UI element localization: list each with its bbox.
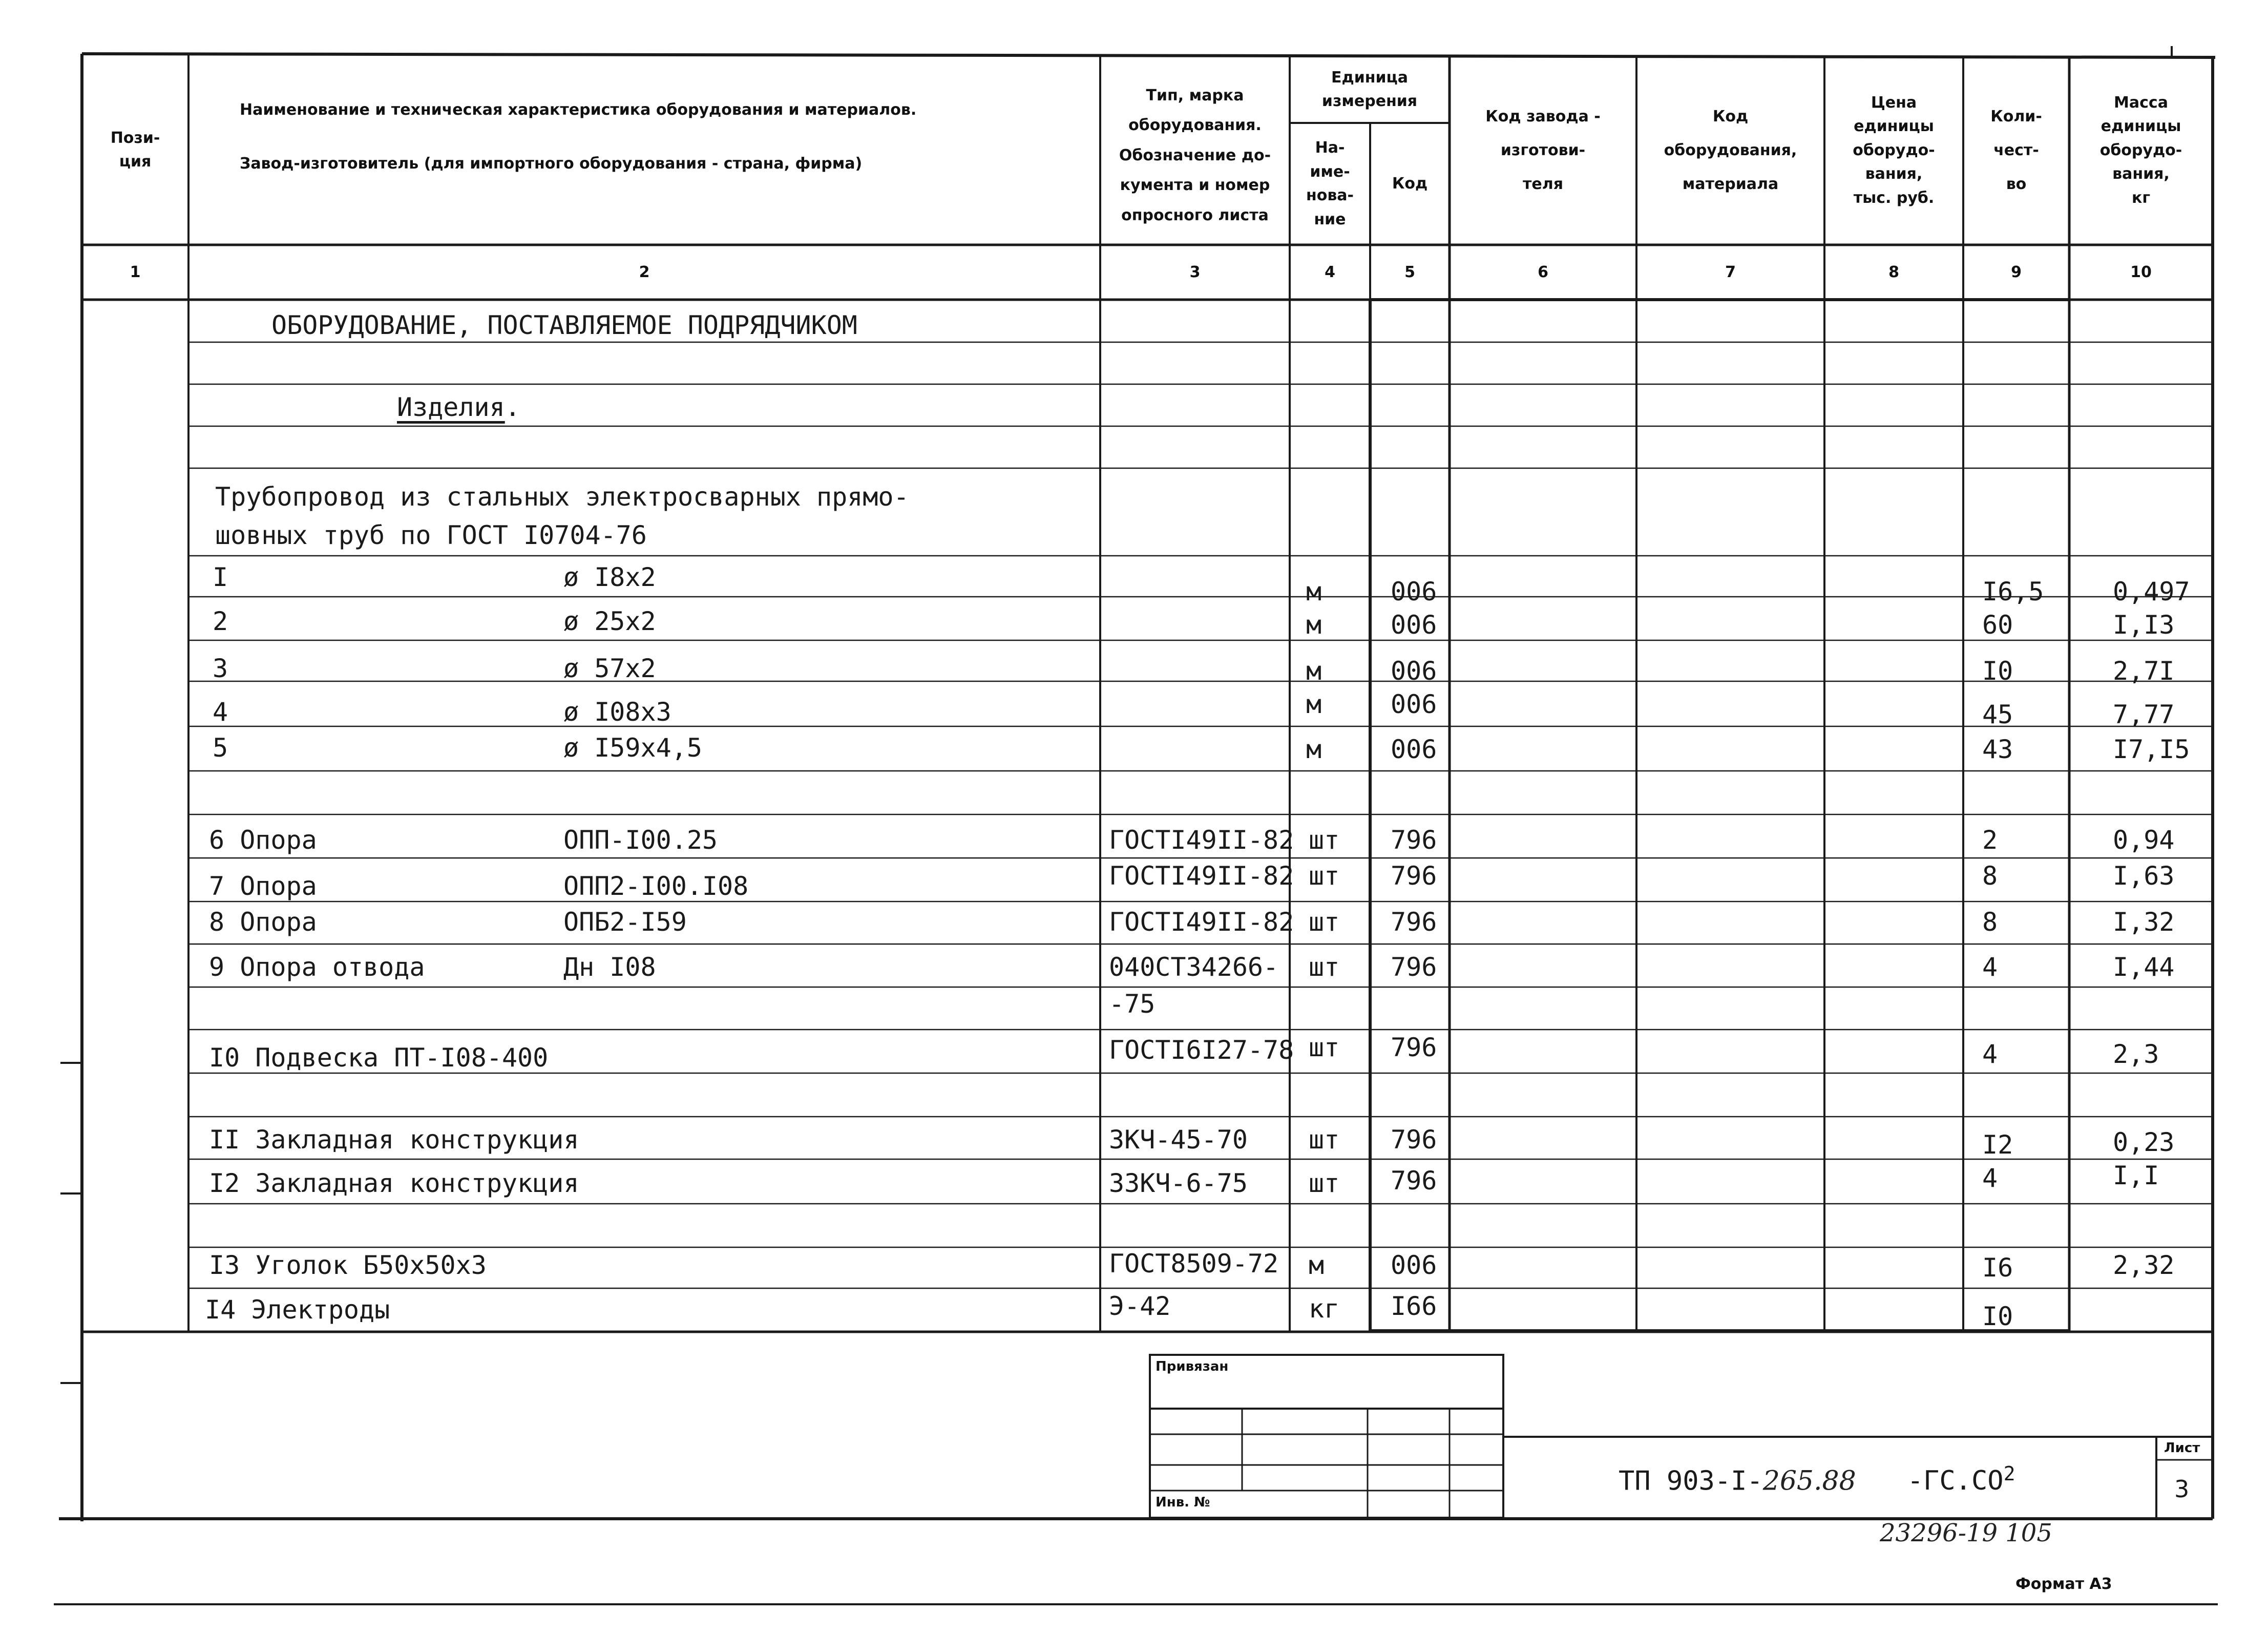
row-mass: I7,I5 <box>2113 735 2190 764</box>
column-number: 10 <box>2130 263 2152 281</box>
row-mass: 0,497 <box>2113 577 2190 606</box>
item-group-line2: шовных труб по ГОСТ I0704-76 <box>215 520 647 550</box>
row-mass: I,32 <box>2113 907 2175 937</box>
row-size: Дн I08 <box>563 952 656 982</box>
paper-format: Формат А3 <box>2015 1575 2112 1593</box>
row-name: II Закладная конструкция <box>209 1125 579 1155</box>
handwritten-archive-number: 23296-19 105 <box>1880 1519 2052 1547</box>
row-unit: кг <box>1309 1294 1340 1324</box>
row-unit: шт <box>1309 1125 1340 1155</box>
row-type: ГОСТ8509-72 <box>1109 1249 1279 1279</box>
attached-label: Привязан <box>1156 1359 1229 1374</box>
row-mass: 2,7I <box>2113 656 2175 686</box>
item-group-line1: Трубопровод из стальных электросварных прямо- <box>215 482 909 512</box>
section-heading: ОБОРУДОВАНИЕ, ПОСТАВЛЯЕМОЕ ПОДРЯДЧИКОМ <box>271 310 857 340</box>
row-quantity: 8 <box>1982 861 1998 891</box>
column-number: 5 <box>1404 263 1415 281</box>
header-factory-code: Код завода - изготови- теля <box>1485 108 1601 193</box>
row-unit-code: 796 <box>1391 861 1437 891</box>
row-unit-code: 006 <box>1391 577 1437 606</box>
row-type: ГОСТI49II-82 <box>1109 825 1294 855</box>
row-quantity: 43 <box>1982 735 2013 764</box>
column-number: 9 <box>2011 263 2022 281</box>
row-type: ЗКЧ-45-70 <box>1109 1125 1248 1155</box>
row-position: 5 <box>213 733 228 763</box>
row-quantity: 4 <box>1982 952 1998 982</box>
row-unit: шт <box>1309 825 1340 855</box>
header-unit-code: Код <box>1392 174 1428 193</box>
row-quantity: 4 <box>1982 1039 1998 1069</box>
row-unit-code: 006 <box>1391 689 1437 719</box>
row-quantity: 2 <box>1982 825 1998 855</box>
row-size: ø I59x4,5 <box>563 733 702 763</box>
row-mass: I,I3 <box>2113 610 2175 640</box>
column-number: 1 <box>130 263 141 281</box>
inventory-number-label: Инв. № <box>1156 1495 1210 1510</box>
row-name: I4 Электроды <box>205 1295 390 1325</box>
document-code-handwritten: 265.88 <box>1762 1465 1856 1497</box>
row-unit: шт <box>1309 861 1340 891</box>
sheet-label: Лист <box>2164 1440 2200 1456</box>
header-mass: Масса единицы оборудо- вания, кг <box>2099 93 2182 207</box>
row-position: 4 <box>213 697 228 727</box>
row-size: ø I8x2 <box>563 562 656 592</box>
row-type-continued: -75 <box>1109 989 1156 1019</box>
row-unit-code: 006 <box>1391 656 1437 686</box>
row-unit-code: 006 <box>1391 1250 1437 1280</box>
document-code-prefix: ТП 903-I- <box>1619 1465 1763 1497</box>
header-quantity: Коли- чест- во <box>1990 108 2042 193</box>
row-quantity: I0 <box>1982 1302 2013 1331</box>
row-unit-code: 006 <box>1391 735 1437 764</box>
row-unit: м <box>1306 656 1322 686</box>
row-unit: шт <box>1309 907 1340 937</box>
subsection-suffix: . <box>505 392 520 422</box>
row-unit-code: 796 <box>1391 1166 1437 1196</box>
row-type: ГОСТI49II-82 <box>1109 907 1294 937</box>
row-quantity: 4 <box>1982 1163 1998 1193</box>
row-mass: I,63 <box>2113 861 2175 891</box>
row-unit-code: 796 <box>1391 952 1437 982</box>
row-unit: м <box>1306 689 1322 719</box>
header-price: Цена единицы оборудо- вания, тыс. руб. <box>1853 93 1935 207</box>
row-unit: м <box>1306 577 1322 606</box>
column-number: 6 <box>1538 263 1548 281</box>
document-code-superscript: 2 <box>2003 1462 2015 1485</box>
row-quantity: I6 <box>1982 1253 2013 1283</box>
row-unit: м <box>1306 610 1322 640</box>
row-unit-code: 796 <box>1391 907 1437 937</box>
row-unit: м <box>1309 1250 1325 1280</box>
header-equipment-code: Код оборудования, материала <box>1664 108 1797 193</box>
row-unit: шт <box>1309 1033 1340 1062</box>
subsection-heading <box>397 392 520 423</box>
row-size: ø 57x2 <box>563 654 656 683</box>
column-number: 3 <box>1189 263 1201 281</box>
row-mass: I,I <box>2113 1161 2159 1190</box>
row-name: 6 Опора <box>209 825 317 855</box>
row-unit-code: I66 <box>1391 1291 1437 1321</box>
row-name: 8 Опора <box>209 907 317 937</box>
document-code-suffix: -ГС.СО <box>1907 1465 2004 1497</box>
row-type: ЗЗКЧ-6-75 <box>1109 1168 1248 1198</box>
row-quantity: 8 <box>1982 907 1998 937</box>
row-quantity: I6,5 <box>1982 577 2044 606</box>
row-name: I0 Подвеска ПТ-I08-400 <box>209 1043 549 1073</box>
row-mass: 0,94 <box>2113 825 2175 855</box>
row-unit: м <box>1306 735 1322 764</box>
header-unit-name: На- име- нова- ние <box>1306 139 1354 228</box>
row-unit-code: 796 <box>1391 825 1437 855</box>
header-unit-group: Единица измерения <box>1321 68 1418 110</box>
row-unit-code: 796 <box>1391 1125 1437 1155</box>
header-type: Тип, марка оборудования. Обозначение до- кумента и номер опросного листа <box>1119 86 1271 224</box>
column-number: 8 <box>1888 263 1899 281</box>
sheet-number: 3 <box>2174 1475 2190 1503</box>
column-number: 7 <box>1725 263 1736 281</box>
column-number: 4 <box>1325 263 1335 281</box>
subsection-title: Изделия <box>397 392 505 422</box>
document-code <box>1619 1462 2015 1496</box>
row-unit-code: 006 <box>1391 610 1437 640</box>
row-name: I2 Закладная конструкция <box>209 1168 579 1198</box>
row-name: I3 Уголок Б50x50x3 <box>209 1250 487 1280</box>
row-name: 9 Опора отвода <box>209 952 425 982</box>
row-quantity: I2 <box>1982 1130 2013 1160</box>
row-position: I <box>213 562 228 592</box>
header-position: Пози- ция <box>110 129 160 171</box>
header-name-line2: Завод-изготовитель (для импортного оборудования - страна, фирма) <box>240 154 863 173</box>
row-name: 7 Опора <box>209 871 317 901</box>
row-unit-code: 796 <box>1391 1033 1437 1062</box>
row-position: 2 <box>213 606 228 636</box>
row-mass: I,44 <box>2113 952 2175 982</box>
row-size: ø I08x3 <box>563 697 671 727</box>
row-mass: 2,32 <box>2113 1250 2175 1280</box>
row-size: ø 25x2 <box>563 606 656 636</box>
row-size: ОПП2-I00.I08 <box>563 871 749 901</box>
row-unit: шт <box>1309 1168 1340 1198</box>
row-quantity: I0 <box>1982 656 2013 686</box>
row-mass: 7,77 <box>2113 700 2175 729</box>
row-mass: 2,3 <box>2113 1039 2159 1069</box>
row-size: ОПБ2-I59 <box>563 907 687 937</box>
row-unit: шт <box>1309 952 1340 982</box>
row-type: 040СТ34266- <box>1109 952 1279 982</box>
row-size: ОПП-I00.25 <box>563 825 718 855</box>
row-quantity: 60 <box>1982 610 2013 640</box>
row-mass: 0,23 <box>2113 1127 2175 1157</box>
header-name-line1: Наименование и техническая характеристика оборудования и материалов. <box>240 100 917 119</box>
row-type: ГОСТI6I27-78 <box>1109 1035 1294 1065</box>
row-type: ГОСТI49II-82 <box>1109 861 1294 891</box>
row-quantity: 45 <box>1982 700 2013 729</box>
row-position: 3 <box>213 654 228 683</box>
row-type: Э-42 <box>1109 1291 1171 1321</box>
column-number: 2 <box>639 263 650 281</box>
